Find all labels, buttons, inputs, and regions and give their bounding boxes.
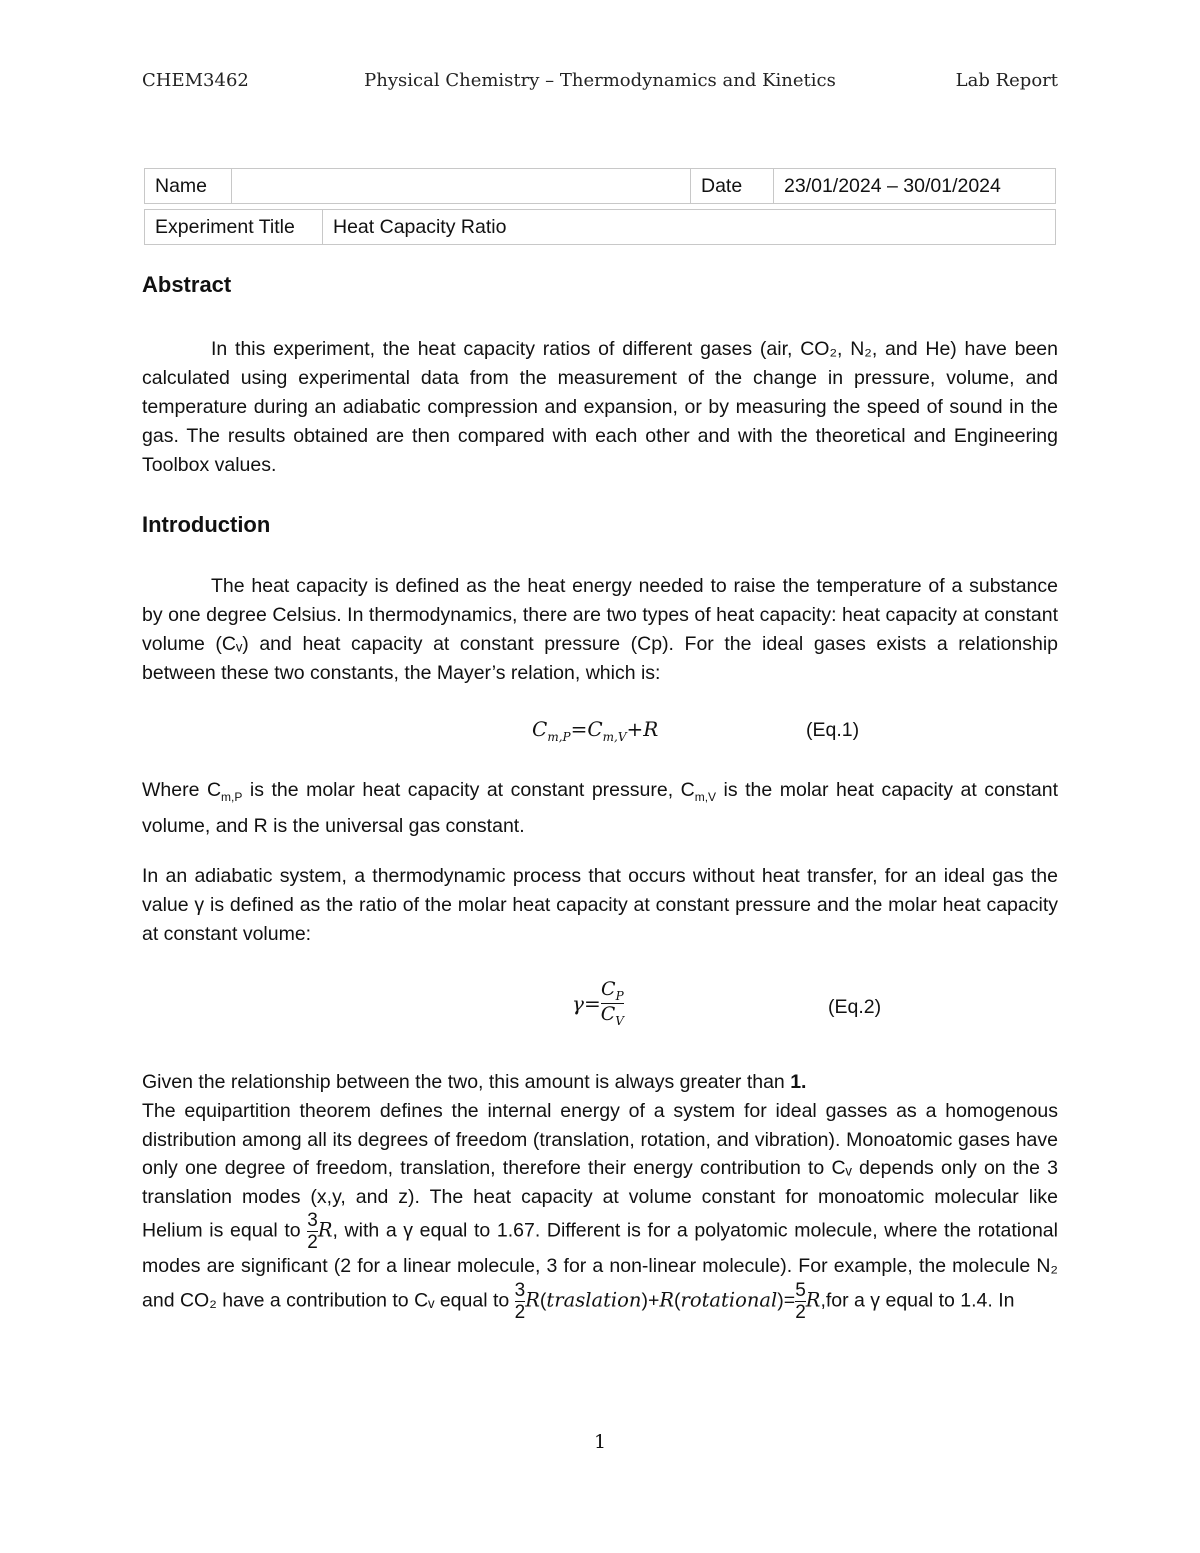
intro-paragraph-1: The heat capacity is defined as the heat energy needed to raise the temperature of a substance by one degree Celsius. In thermodynamics, there are two types of heat capacity: heat capacity at constant volume (Cᵥ) and heat capacity at constant pressure (Cp). For the ideal gases exists a relationship between these two constants, the Mayer’s relation, which is:	[142, 575, 1058, 684]
equation-2-label: (Eq.2)	[828, 996, 882, 1018]
title-label: Experiment Title	[145, 210, 323, 245]
abstract-text: In this experiment, the heat capacity ratios of different gases (air, CO₂, N₂, and He) have been calculated using experimental data from the measurement of the change in pressure, volume, and temperature during an adiabatic compression and expansion, or by measuring the speed of sound in the gas. The results obtained are then compared with each other and with the theoretical and Engineering Toolbox values.	[142, 338, 1058, 476]
name-label: Name	[145, 169, 232, 204]
fraction-5-2: $\frac{5}{2}$	[795, 1279, 806, 1323]
header-report-type: Lab Report	[955, 70, 1058, 91]
header-course: CHEM3462	[142, 70, 249, 91]
equation-1: $C_{m,P}=C_{m,V}+R$	[532, 717, 659, 744]
info-table	[144, 168, 1056, 204]
introduction-heading: Introduction	[142, 512, 271, 537]
equation-2: γ= $\frac{C_P}{C_V}$	[572, 978, 624, 1028]
intro-paragraph-4: Given the relationship between the two, this amount is always greater than 1.	[142, 1071, 807, 1093]
date-value: 23/01/2024 – 30/01/2024	[774, 169, 1056, 204]
name-value	[232, 169, 691, 204]
abstract-heading: Abstract	[142, 272, 232, 297]
date-label: Date	[691, 169, 774, 204]
header-subject: Physical Chemistry – Thermodynamics and Kinetics	[364, 70, 836, 91]
page-number: 1	[593, 1431, 607, 1453]
intro-paragraph-5: The equipartition theorem defines the internal energy of a system for ideal gasses as a homogenous distribution among all its degrees of freedom (translation, rotation, and vibration). Monoatomic gases have only one degree of freedom, translation, therefore their energy contribution to Cᵥ depends only on the 3 translation modes (x,y, and z). The heat capacity at volume constant for monoatomic molecular like Helium is equal to $\frac{3}{2}$ R, with a γ equal to 1.67. Different is for a polyatomic molecule, where the rotational modes are significant (2 for a linear molecule, 3 for a non-linear molecule). For example, the molecule N₂ and CO₂ have a contribution to Cᵥ equal to $\frac{3}{2}$ R(traslation)+R(rotational)= $\frac{5}{2}$ R,for a γ equal to 1.4. In	[142, 1100, 1058, 1323]
equation-1-label: (Eq.1)	[806, 719, 860, 741]
fraction-3-2: $\frac{3}{2}$	[307, 1210, 318, 1253]
intro-paragraph-3: In an adiabatic system, a thermodynamic process that occurs without heat transfer, for an ideal gas the value γ is defined as the ratio of the molar heat capacity at constant pressure and the molar heat capacity at constant volume:	[142, 865, 1058, 945]
title-value: Heat Capacity Ratio	[323, 210, 1056, 245]
intro-paragraph-2: Where $C_{m,P}$ is the molar heat capacity at constant pressure, $C_{m,V}$ is the molar heat capacity at constant volume, and R is the universal gas constant.	[142, 779, 1058, 837]
fraction-3-2-b: $\frac{3}{2}$	[514, 1279, 526, 1323]
info-table-row2	[144, 209, 1056, 245]
